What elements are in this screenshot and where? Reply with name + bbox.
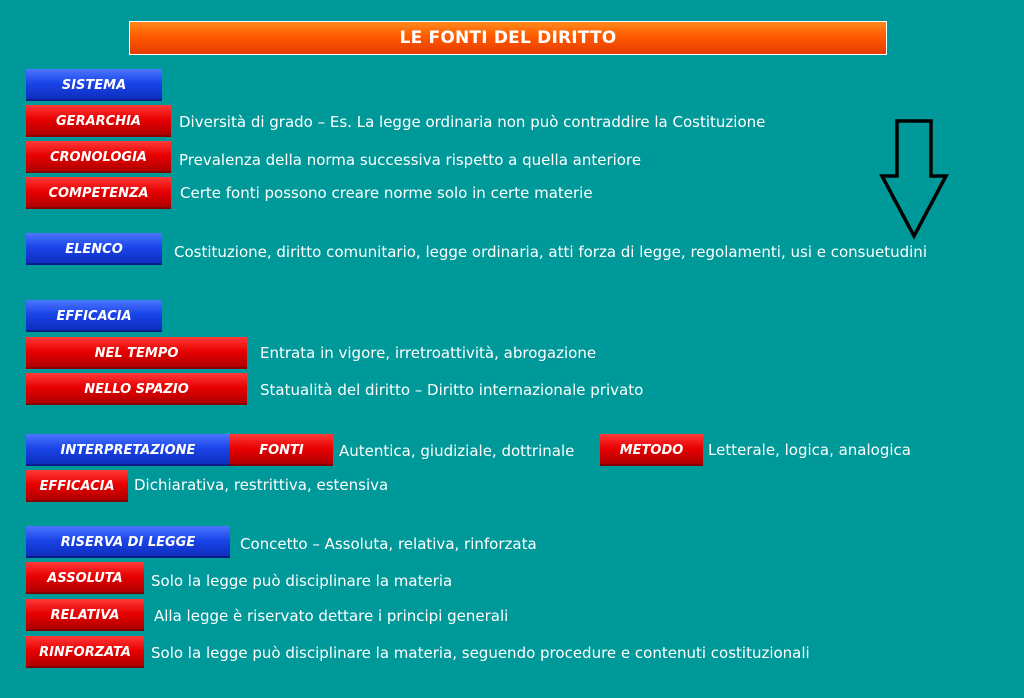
metodo-button[interactable]: METODO [600, 434, 703, 466]
metodo-text: Letterale, logica, analogica [708, 441, 911, 459]
interpretazione-button[interactable]: INTERPRETAZIONE [26, 434, 230, 466]
fonti-button[interactable]: FONTI [230, 434, 333, 466]
competenza-button[interactable]: COMPETENZA [26, 177, 171, 209]
interpretazione-efficacia-text: Dichiarativa, restrittiva, estensiva [134, 476, 389, 494]
elenco-text: Costituzione, diritto comunitario, legge ordinaria, atti forza di legge, regolamenti, usi e consuetudini [174, 243, 927, 261]
rinforzata-text: Solo la legge può disciplinare la materia, seguendo procedure e contenuti costituzionali [151, 644, 810, 662]
nel-tempo-text: Entrata in vigore, irretroattività, abrogazione [260, 344, 597, 362]
riserva-text: Concetto – Assoluta, relativa, rinforzata [240, 535, 537, 553]
sistema-button[interactable]: SISTEMA [26, 69, 162, 101]
cronologia-button[interactable]: CRONOLOGIA [26, 141, 171, 173]
competenza-text: Certe fonti possono creare norme solo in certe materie [180, 184, 593, 202]
riserva-di-legge-button[interactable]: RISERVA DI LEGGE [26, 526, 230, 558]
interpretazione-efficacia-button[interactable]: EFFICACIA [26, 470, 128, 502]
nello-spazio-button[interactable]: NELLO SPAZIO [26, 373, 247, 405]
gerarchia-text: Diversità di grado – Es. La legge ordinaria non può contraddire la Costituzione [179, 113, 766, 131]
gerarchia-button[interactable]: GERARCHIA [26, 105, 171, 137]
down-arrow-icon[interactable] [878, 118, 950, 240]
nel-tempo-button[interactable]: NEL TEMPO [26, 337, 247, 369]
efficacia-button[interactable]: EFFICACIA [26, 300, 162, 332]
rinforzata-button[interactable]: RINFORZATA [26, 636, 144, 668]
nello-spazio-text: Statualità del diritto – Diritto internazionale privato [260, 381, 644, 399]
relativa-text: Alla legge è riservato dettare i principi generali [154, 607, 509, 625]
page-title: LE FONTI DEL DIRITTO [129, 21, 887, 55]
assoluta-button[interactable]: ASSOLUTA [26, 562, 144, 594]
elenco-button[interactable]: ELENCO [26, 233, 162, 265]
relativa-button[interactable]: RELATIVA [26, 599, 144, 631]
fonti-text: Autentica, giudiziale, dottrinale [339, 442, 575, 460]
assoluta-text: Solo la legge può disciplinare la materia [151, 572, 453, 590]
cronologia-text: Prevalenza della norma successiva rispetto a quella anteriore [179, 151, 642, 169]
